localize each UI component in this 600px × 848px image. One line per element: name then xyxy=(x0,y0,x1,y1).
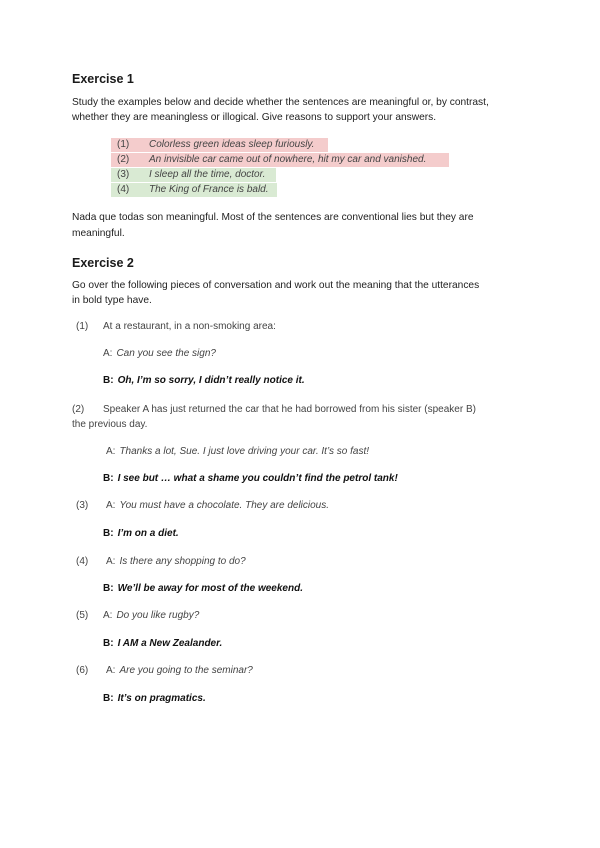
utterance-a: Do you like rugby? xyxy=(116,610,200,621)
example-text: I sleep all the time, doctor. xyxy=(149,169,266,180)
speaker-a-label: A: xyxy=(106,665,116,676)
utterance-b: It’s on pragmatics. xyxy=(117,693,206,704)
speaker-a-label: A: xyxy=(106,500,116,511)
utterance-a: Are you going to the seminar? xyxy=(119,665,253,676)
item-2-number: (2) xyxy=(72,404,85,415)
example-row-2 xyxy=(111,153,449,167)
item-2-intro-continued: the previous day. xyxy=(72,419,148,430)
utterance-a: You must have a chocolate. They are delicious. xyxy=(119,500,330,511)
item-5-number: (5) xyxy=(76,610,89,621)
utterance-b: I AM a New Zealander. xyxy=(117,638,223,649)
example-number: (3) xyxy=(117,169,130,180)
item-3-line-a xyxy=(106,500,329,511)
example-row-4 xyxy=(111,183,277,197)
item-6-line-a xyxy=(106,665,253,676)
item-6-line-b xyxy=(103,693,206,704)
item-1-line-b xyxy=(103,375,305,386)
utterance-b: Oh, I’m so sorry, I didn’t really notice it. xyxy=(117,375,305,386)
example-number: (4) xyxy=(117,184,130,195)
item-3-number: (3) xyxy=(76,500,89,511)
speaker-b-label: B: xyxy=(103,528,114,539)
utterance-a: Can you see the sign? xyxy=(116,348,216,359)
item-2-line-b xyxy=(103,473,398,484)
utterance-b: I see but … what a shame you couldn’t find the petrol tank! xyxy=(117,473,398,484)
example-text: The King of France is bald. xyxy=(149,184,269,195)
exercise-1-answer-line-2: meaningful. xyxy=(72,228,125,239)
speaker-a-label: A: xyxy=(103,610,113,621)
item-2-line-a xyxy=(106,446,369,457)
example-number: (1) xyxy=(117,139,130,150)
exercise-2-instructions-line-2: in bold type have. xyxy=(72,295,152,306)
item-5-line-a xyxy=(103,610,199,621)
exercise-1-instructions-line-2: whether they are meaningless or illogical. Give reasons to support your answers. xyxy=(72,112,437,123)
speaker-a-label: A: xyxy=(106,556,116,567)
item-1-number: (1) xyxy=(76,321,89,332)
utterance-b: We’ll be away for most of the weekend. xyxy=(117,583,303,594)
example-row-3 xyxy=(111,168,276,182)
utterance-b: I’m on a diet. xyxy=(117,528,179,539)
example-number: (2) xyxy=(117,154,130,165)
exercise-1-answer-line-1: Nada que todas son meaningful. Most of the sentences are conventional lies but they are xyxy=(72,212,474,223)
item-1-intro: At a restaurant, in a non-smoking area: xyxy=(103,321,276,332)
speaker-b-label: B: xyxy=(103,638,114,649)
example-row-1 xyxy=(111,138,328,152)
item-4-line-b xyxy=(103,583,303,594)
utterance-a: Is there any shopping to do? xyxy=(119,556,246,567)
exercise-1-heading: Exercise 1 xyxy=(72,72,134,86)
exercise-2-instructions-line-1: Go over the following pieces of conversation and work out the meaning that the utterances xyxy=(72,280,480,291)
exercise-2-heading: Exercise 2 xyxy=(72,256,134,270)
item-2-intro: Speaker A has just returned the car that he had borrowed from his sister (speaker B) xyxy=(103,404,476,415)
speaker-a-label: A: xyxy=(103,348,113,359)
speaker-b-label: B: xyxy=(103,693,114,704)
item-4-number: (4) xyxy=(76,556,89,567)
exercise-1-instructions-line-1: Study the examples below and decide whether the sentences are meaningful or, by contrast, xyxy=(72,97,489,108)
speaker-b-label: B: xyxy=(103,375,114,386)
item-6-number: (6) xyxy=(76,665,89,676)
item-3-line-b xyxy=(103,528,179,539)
speaker-b-label: B: xyxy=(103,473,114,484)
speaker-a-label: A: xyxy=(106,446,116,457)
item-4-line-a xyxy=(106,556,246,567)
example-text: Colorless green ideas sleep furiously. xyxy=(149,139,315,150)
item-1-line-a xyxy=(103,348,216,359)
example-text: An invisible car came out of nowhere, hit my car and vanished. xyxy=(149,154,427,165)
item-5-line-b xyxy=(103,638,222,649)
utterance-a: Thanks a lot, Sue. I just love driving your car. It’s so fast! xyxy=(119,446,370,457)
speaker-b-label: B: xyxy=(103,583,114,594)
